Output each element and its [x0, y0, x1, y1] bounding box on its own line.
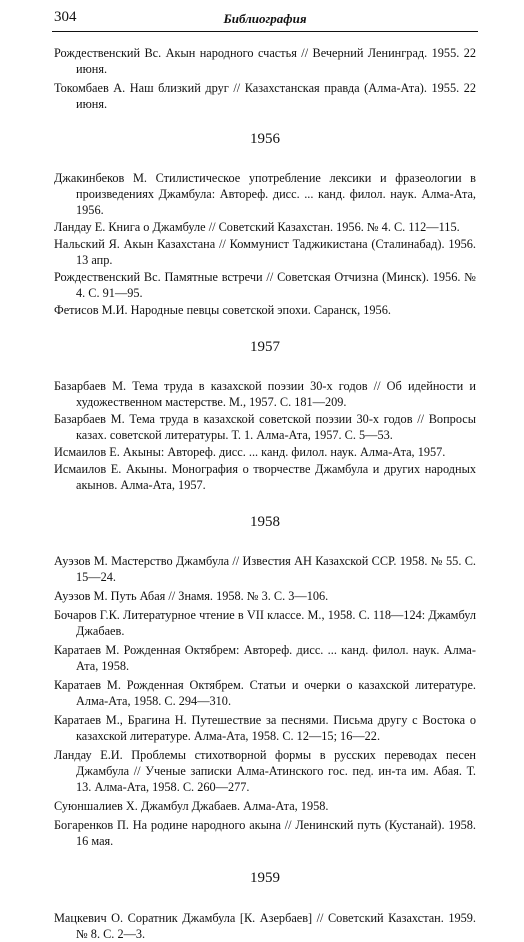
bibliography-entry: Богаренков П. На родине народного акына // Ленинский путь (Кустанай). 1958. 16 мая. [54, 818, 476, 848]
bibliography-entry: Ландау Е.И. Проблемы стихотворной формы в русских переводах песен Джамбула // Ученые записки Алма-Атинского гос. пед. ин-та им. Абая. Т. 13. Алма-Ата, 1958. С. 260—277. [54, 748, 476, 794]
page-number: 304 [54, 9, 77, 25]
bibliography-entry: Каратаев М. Рожденная Октябрем. Статьи и очерки о казахской литературе. Алма-Ата, 1958. С. 294—310. [54, 678, 476, 708]
bibliography-entry: Рождественский Вс. Памятные встречи // Советская Отчизна (Минск). 1956. № 4. С. 91—95. [54, 270, 476, 300]
bibliography-content [54, 45, 476, 942]
year-heading-1959: 1959 [250, 870, 280, 886]
bibliography-entry: Мацкевич О. Соратник Джамбула [К. Азербаев] // Советский Казахстан. 1959. № 8. С. 2—3. [54, 911, 476, 941]
bibliography-entry: Каратаев М., Брагина Н. Путешествие за песнями. Письма другу с Востока о казахской литературе. Алма-Ата, 1958. С. 12—15; 16—22. [54, 713, 476, 743]
page-header [52, 6, 478, 32]
bibliography-entry: Токомбаев А. Наш близкий друг // Казахстанская правда (Алма-Ата). 1955. 22 июня. [54, 81, 476, 111]
entry-list-1956 [54, 170, 476, 318]
year-heading-1958: 1958 [250, 514, 280, 530]
bibliography-entry: Базарбаев М. Тема труда в казахской советской поэзии 30-х годов // Вопросы казах. советской литературы. Т. 1. Алма-Ата, 1957. С. 5—53. [54, 412, 476, 442]
bibliography-entry: Каратаев М. Рожденная Октябрем: Автореф. дисс. ... канд. филол. наук. Алма-Ата, 1958. [54, 643, 476, 673]
year-heading-1956: 1956 [250, 131, 280, 147]
bibliography-entry: Суюншалиев Х. Джамбул Джабаев. Алма-Ата, 1958. [54, 799, 329, 813]
bibliography-entry: Бочаров Г.К. Литературное чтение в VII классе. М., 1958. С. 118—124: Джамбул Джабаев. [54, 608, 476, 638]
bibliography-entry: Ауэзов М. Путь Абая // Знамя. 1958. № 3. С. 3—106. [54, 589, 329, 603]
bibliography-entry: Фетисов М.И. Народные певцы советской эпохи. Саранск, 1956. [54, 303, 391, 317]
running-title: Библиография [223, 11, 307, 26]
entry-list-1957 [54, 378, 476, 493]
entry-list-1958 [54, 553, 476, 849]
year-heading-1957: 1957 [250, 339, 280, 355]
bibliography-entry: Базарбаев М. Тема труда в казахской поэзии 30-х годов // Об идейности и художественном мастерстве. М., 1957. С. 181—209. [54, 379, 476, 409]
entry-list-continued [54, 45, 476, 112]
bibliography-entry: Ландау Е. Книга о Джамбуле // Советский Казахстан. 1956. № 4. С. 112—115. [54, 220, 460, 234]
bibliography-entry: Рождественский Вс. Акын народного счастья // Вечерний Ленинград. 1955. 22 июня. [54, 46, 476, 76]
bibliography-entry: Исмаилов Е. Акыны. Монография о творчестве Джамбула и других народных акынов. Алма-Ата, 1957. [54, 462, 476, 492]
bibliography-entry: Ауэзов М. Мастерство Джамбула // Известия АН Казахской ССР. 1958. № 55. С. 15—24. [54, 554, 476, 584]
bibliography-entry: Нальский Я. Акын Казахстана // Коммунист Таджикистана (Сталинабад). 1956. 13 апр. [54, 237, 476, 267]
entry-list-1959 [54, 910, 476, 942]
bibliography-entry: Исмаилов Е. Акыны: Автореф. дисс. ... канд. филол. наук. Алма-Ата, 1957. [54, 445, 446, 459]
bibliography-entry: Джакинбеков М. Стилистическое употребление лексики и фразеологии в произведениях Джамбула: Автореф. дисс. ... канд. филол. наук. Алма-Ата, 1956. [54, 171, 476, 217]
